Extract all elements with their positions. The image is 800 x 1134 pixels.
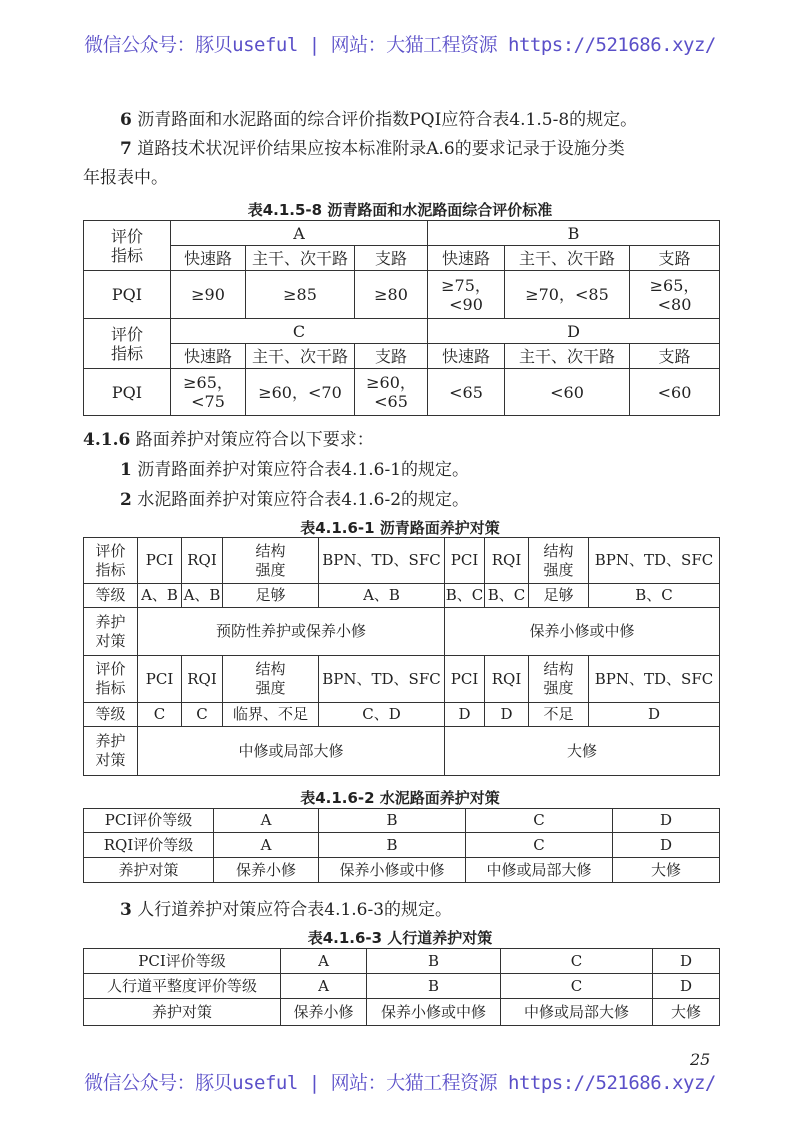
row-label: 养护对策 [84, 858, 214, 883]
header-cell: RQI [182, 538, 223, 584]
cell: <60 [505, 369, 630, 416]
grade-a: A [171, 221, 428, 246]
row-label: 养护 对策 [84, 608, 138, 656]
cell: A [281, 974, 367, 999]
cell: <60 [630, 369, 720, 416]
cell: D [653, 949, 720, 974]
cell: C [466, 833, 613, 858]
sidewalk-maintenance-table [83, 948, 720, 1026]
cell: D [589, 703, 720, 727]
row-label: 等级 [84, 584, 138, 608]
header-cell: 快速路 [428, 344, 505, 369]
page-number: 25 [690, 1050, 711, 1069]
cell: 预防性养护或保养小修 [138, 608, 445, 656]
cell: A、B [182, 584, 223, 608]
header-cell: PCI [138, 538, 182, 584]
header-cell: PCI [138, 656, 182, 703]
cell: C [466, 809, 613, 833]
cell: 大修 [613, 858, 720, 883]
row-label: PQI [84, 271, 171, 319]
cell: 中修或局部大修 [501, 999, 653, 1026]
header-cell: 支路 [355, 246, 428, 271]
row-label: 人行道平整度评价等级 [84, 974, 281, 999]
item-text: 水泥路面养护对策应符合表4.1.6-2的规定。 [131, 490, 470, 510]
cement-maintenance-table [83, 808, 720, 883]
table-caption: 表4.1.6-1 沥青路面养护对策 [300, 519, 500, 537]
cell: D [613, 833, 720, 858]
item-text: 沥青路面养护对策应符合表4.1.6-1的规定。 [131, 460, 470, 480]
table-caption: 表4.1.6-2 水泥路面养护对策 [300, 789, 500, 807]
cell: A [281, 949, 367, 974]
header-cell: 主干、次干路 [505, 246, 630, 271]
cell: 保养小修或中修 [445, 608, 720, 656]
item-number: 2 [120, 490, 132, 510]
item-number: 6 [120, 110, 132, 130]
cell: C [182, 703, 223, 727]
row-label: RQI评价等级 [84, 833, 214, 858]
header-cell: 支路 [630, 246, 720, 271]
header-cell: 快速路 [428, 246, 505, 271]
cell: 大修 [653, 999, 720, 1026]
cell: C [138, 703, 182, 727]
header-cell: BPN、TD、SFC [319, 538, 445, 584]
item-number: 1 [120, 460, 132, 480]
cell: C、D [319, 703, 445, 727]
table-caption: 表4.1.6-3 人行道养护对策 [307, 929, 493, 947]
cell: B [367, 949, 501, 974]
item-text: 沥青路面和水泥路面的综合评价指数PQI应符合表4.1.5-8的规定。 [131, 110, 638, 130]
item-3 [120, 900, 452, 920]
header-cell: 快速路 [171, 246, 246, 271]
cell: A、B [319, 584, 445, 608]
cell: 临界、不足 [223, 703, 319, 727]
header-cell: 结构 强度 [223, 538, 319, 584]
cell: ≥90 [171, 271, 246, 319]
paragraph-6 [120, 110, 637, 130]
header-cell: 结构 强度 [529, 538, 589, 584]
paragraph-7 [120, 139, 625, 159]
header-cell: BPN、TD、SFC [319, 656, 445, 703]
item-text: 人行道养护对策应符合表4.1.6-3的规定。 [131, 900, 453, 920]
cell: D [485, 703, 529, 727]
cell: B [319, 833, 466, 858]
grade-b: B [428, 221, 720, 246]
cell: 保养小修或中修 [319, 858, 466, 883]
cell: B [319, 809, 466, 833]
header-cell: BPN、TD、SFC [589, 538, 720, 584]
header-cell: RQI [485, 538, 529, 584]
header-cell: 结构 强度 [529, 656, 589, 703]
cell: B、C [445, 584, 485, 608]
cell: B、C [589, 584, 720, 608]
cell: <65 [428, 369, 505, 416]
cell: D [653, 974, 720, 999]
paragraph-7-cont: 年报表中。 [83, 168, 168, 188]
header-cell: 评价 指标 [84, 319, 171, 369]
row-label: 养护对策 [84, 999, 281, 1026]
cell: 大修 [445, 727, 720, 776]
cell: A [214, 833, 319, 858]
row-label: 养护 对策 [84, 727, 138, 776]
cell: ≥70，<85 [505, 271, 630, 319]
asphalt-maintenance-table [83, 537, 720, 776]
cell: D [445, 703, 485, 727]
header-cell: 支路 [630, 344, 720, 369]
header-cell: 主干、次干路 [246, 246, 355, 271]
cell: ≥60， <65 [355, 369, 428, 416]
cell: C [501, 949, 653, 974]
header-cell: 主干、次干路 [246, 344, 355, 369]
item-number: 3 [120, 900, 132, 920]
header-cell: 主干、次干路 [505, 344, 630, 369]
cell: 保养小修 [214, 858, 319, 883]
header-cell: PCI [445, 656, 485, 703]
section-number: 4.1.6 [83, 430, 131, 450]
section-4-1-6 [83, 430, 374, 450]
cell: ≥80 [355, 271, 428, 319]
header-cell: BPN、TD、SFC [589, 656, 720, 703]
cell: ≥65， <75 [171, 369, 246, 416]
cell: B [367, 974, 501, 999]
cell: 足够 [223, 584, 319, 608]
cell: A [214, 809, 319, 833]
cell: C [501, 974, 653, 999]
table-caption: 表4.1.5-8 沥青路面和水泥路面综合评价标准 [247, 201, 553, 219]
header-cell: 支路 [355, 344, 428, 369]
cell: B、C [485, 584, 529, 608]
row-label: 评价 指标 [84, 538, 138, 584]
header-cell: RQI [485, 656, 529, 703]
cell: 保养小修 [281, 999, 367, 1026]
row-label: PCI评价等级 [84, 949, 281, 974]
item-2 [120, 490, 469, 510]
grade-c: C [171, 319, 428, 344]
header-cell: 快速路 [171, 344, 246, 369]
row-label: 等级 [84, 703, 138, 727]
cell: 不足 [529, 703, 589, 727]
cell: A、B [138, 584, 182, 608]
cell: 足够 [529, 584, 589, 608]
cell: D [613, 809, 720, 833]
header-cell: RQI [182, 656, 223, 703]
watermark-header: 微信公众号：豚贝useful | 网站：大猫工程资源 https://521686.xyz/ [84, 34, 716, 56]
cell: ≥65， <80 [630, 271, 720, 319]
header-cell: 结构 强度 [223, 656, 319, 703]
row-label: PQI [84, 369, 171, 416]
watermark-footer: 微信公众号：豚贝useful | 网站：大猫工程资源 https://521686.xyz/ [84, 1072, 716, 1094]
grade-d: D [428, 319, 720, 344]
row-label: 评价 指标 [84, 656, 138, 703]
item-1 [120, 460, 469, 480]
cell: ≥60，<70 [246, 369, 355, 416]
cell: ≥85 [246, 271, 355, 319]
item-text: 道路技术状况评价结果应按本标准附录A.6的要求记录于设施分类 [131, 139, 625, 159]
cell: 保养小修或中修 [367, 999, 501, 1026]
cell: 中修或局部大修 [138, 727, 445, 776]
header-cell: 评价 指标 [84, 221, 171, 271]
row-label: PCI评价等级 [84, 809, 214, 833]
item-number: 7 [120, 139, 132, 159]
header-cell: PCI [445, 538, 485, 584]
pqi-criteria-table [83, 220, 720, 416]
cell: ≥75， <90 [428, 271, 505, 319]
cell: 中修或局部大修 [466, 858, 613, 883]
section-text: 路面养护对策应符合以下要求： [130, 430, 374, 450]
